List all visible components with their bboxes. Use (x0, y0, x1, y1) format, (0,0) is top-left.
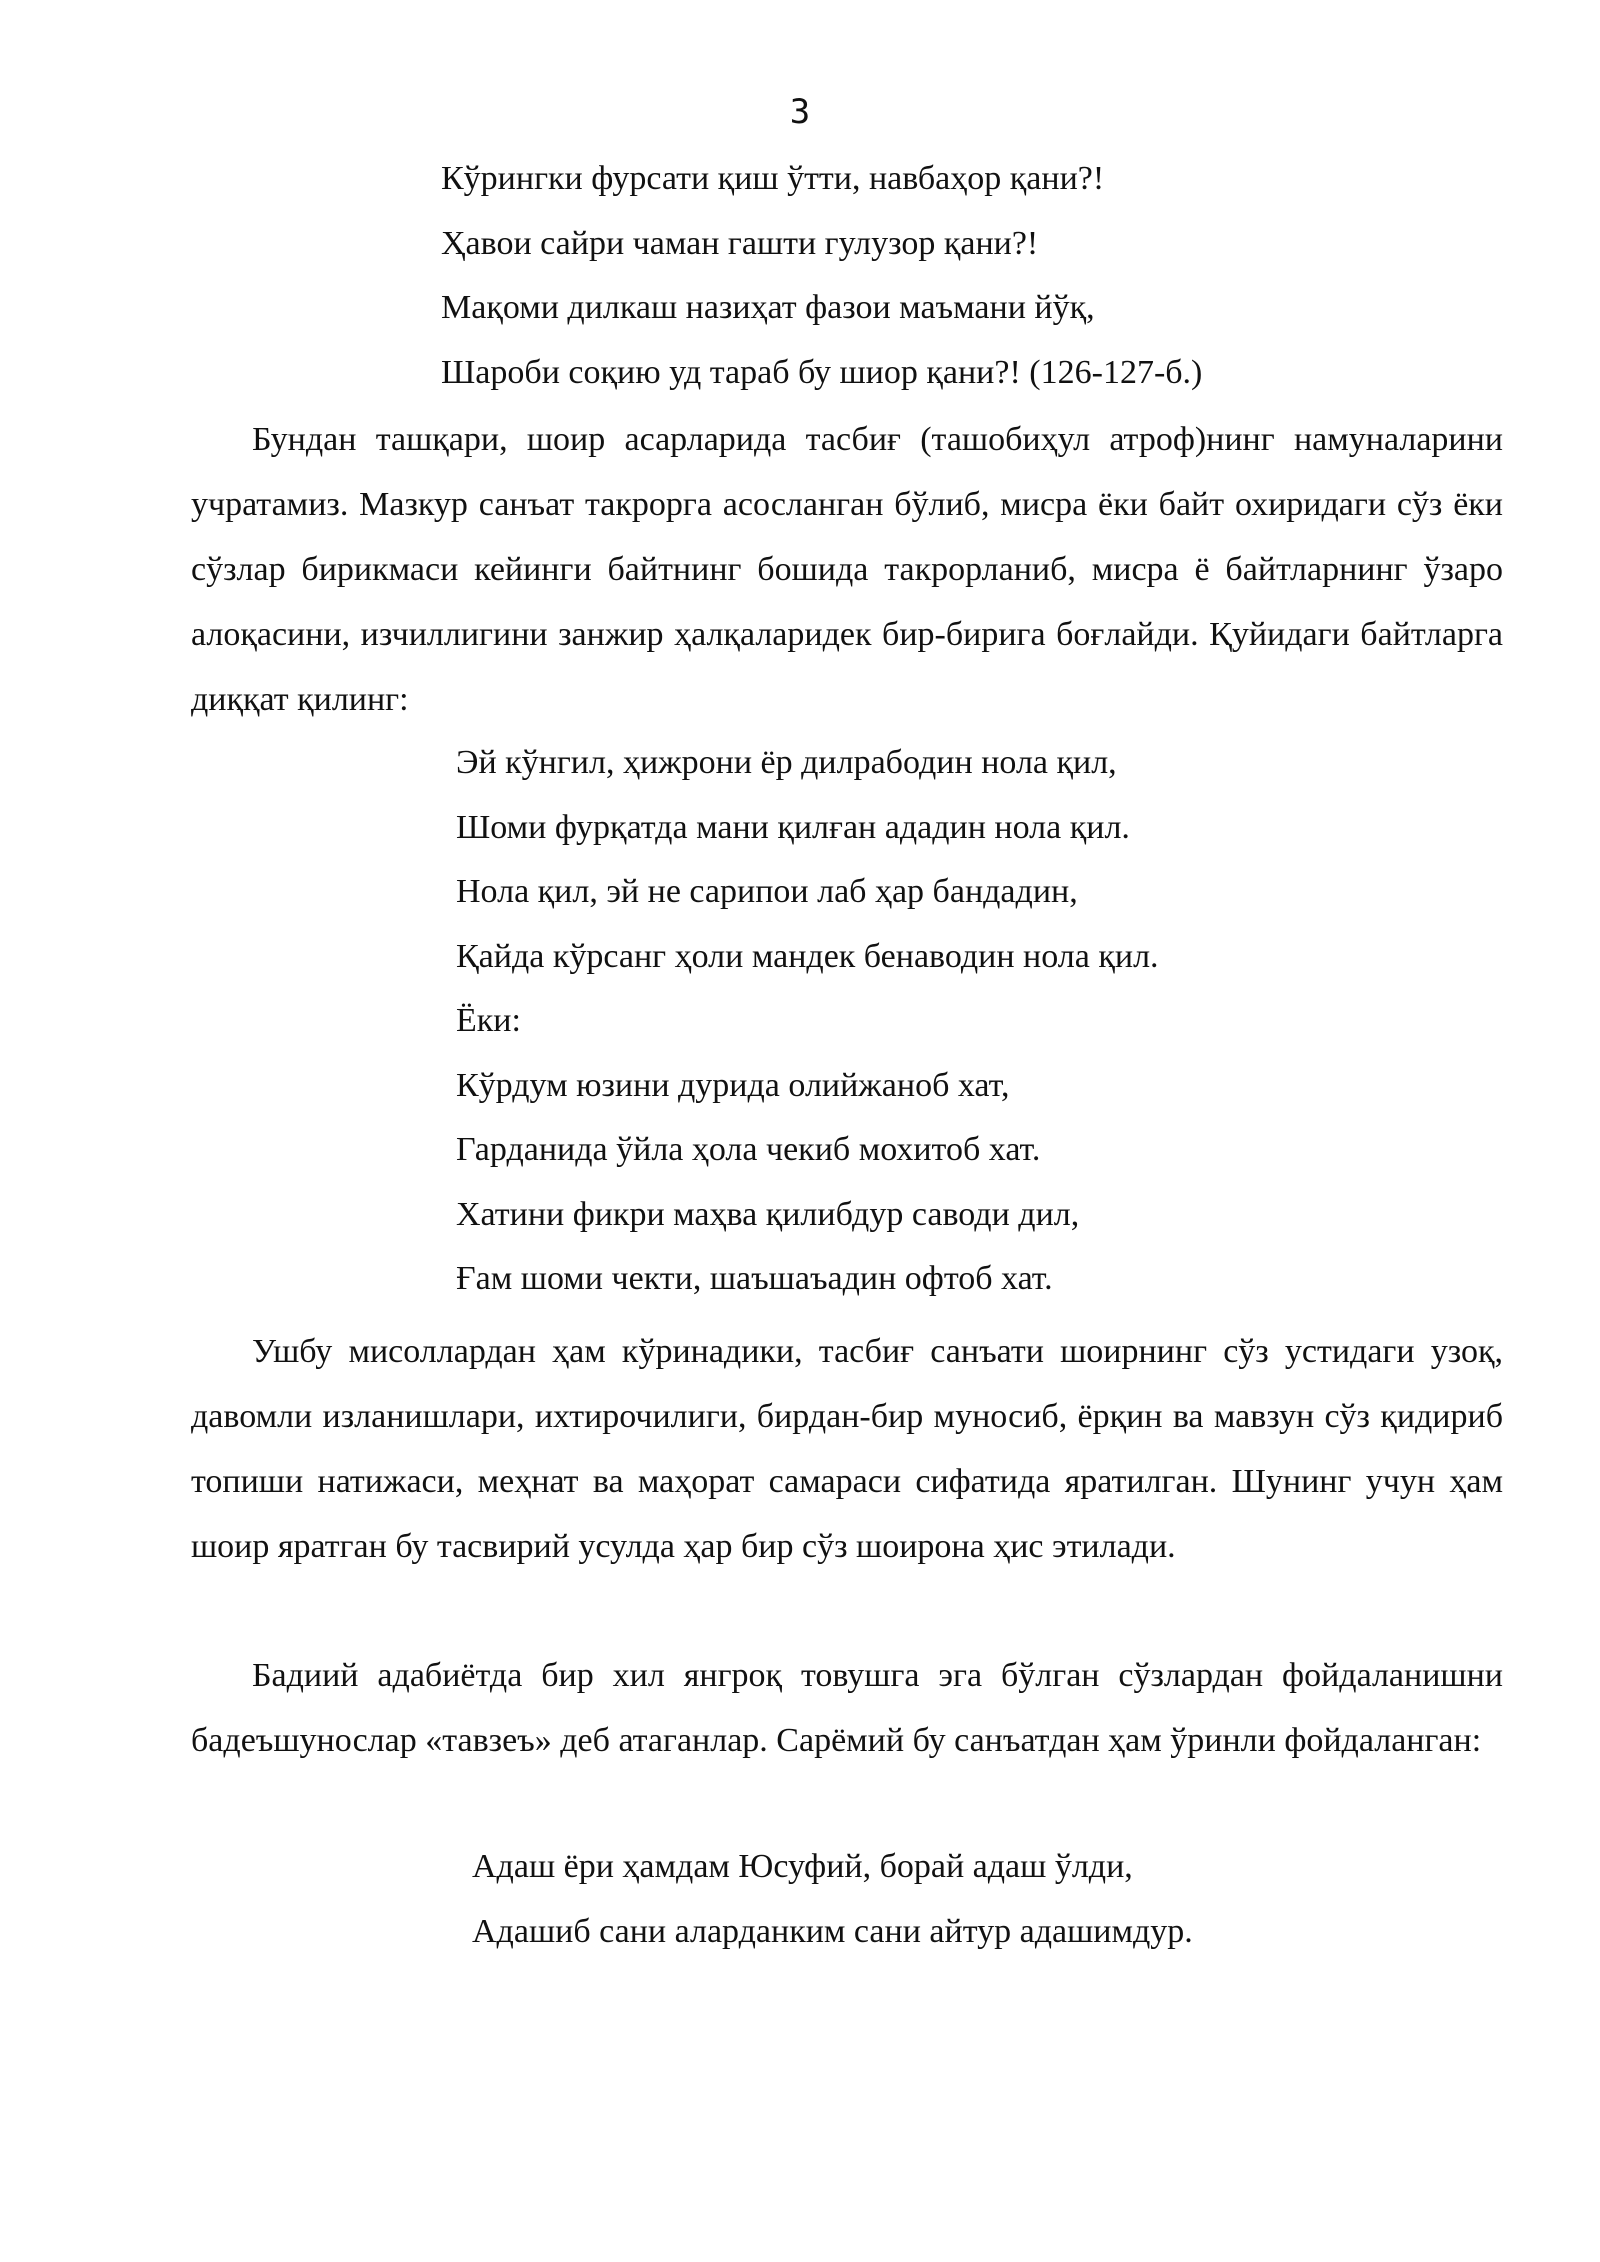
body-paragraph-3: Бадиий адабиётда бир хил янгроқ товушга эга бўлган сўзлардан фойдаланишни бадеъшунослар «тавзеъ» деб атаганлар. Сарёмий бу санъатдан ҳам ўринли фойдаланган: (191, 1657, 1503, 1759)
verse-line: Хатини фикри маҳва қилибдур саводи дил, (456, 1195, 1080, 1233)
verse-line: Шароби соқию уд тараб бу шиор қани?! (126-127-б.) (441, 353, 1203, 391)
verse-line: Ёки: (456, 1002, 521, 1039)
page-number: 3 (789, 92, 811, 132)
verse-line: Кўрдум юзини дурида олийжаноб хат, (456, 1066, 1010, 1104)
verse-line: Гарданида ўйла ҳола чекиб мохитоб хат. (456, 1131, 1041, 1168)
verse-line: Ғам шоми чекти, шаъшаъадин офтоб хат. (456, 1260, 1053, 1297)
verse-line: Ҳавои сайри чаман гашти гулузор қани?! (441, 224, 1039, 262)
verse-line: Мақоми дилкаш назиҳат фазои маъмани йўқ, (441, 289, 1095, 326)
verse-block-3 (472, 1835, 1193, 1964)
verse-line: Кўрингки фурсати қиш ўтти, навбаҳор қани?! (441, 160, 1105, 197)
body-paragraph-2: Ушбу мисоллардан ҳам кўринадики, тасбиғ санъати шоирнинг сўз устидаги узоқ, давомли изланишлари, ихтирочилиги, бирдан-бир муносиб, ёрқин ва мавзун сўз қидириб топиши натижаси, меҳнат ва маҳорат самараси сифатида яратилган. Шунинг учун ҳам шоир яратган бу тасвирий усулда ҳар бир сўз шоирона ҳис этилади. (191, 1333, 1503, 1565)
verse-block-2 (456, 731, 1159, 1312)
verse-line: Эй кўнгил, ҳижрони ёр дилрабодин нола қил, (456, 744, 1117, 781)
verse-line: Адашиб сани аларданким сани айтур адашимдур. (472, 1912, 1193, 1950)
verse-line: Қайда кўрсанг ҳоли мандек бенаводин нола қил. (456, 937, 1159, 975)
verse-line: Шоми фурқатда мани қилған ададин нола қил. (456, 808, 1130, 846)
verse-line: Нола қил, эй не сарипои лаб ҳар бандадин, (456, 873, 1078, 910)
verse-block-1 (441, 147, 1202, 405)
verse-line: Адаш ёри ҳамдам Юсуфий, борай адаш ўлди, (472, 1848, 1133, 1885)
body-paragraph-1: Бундан ташқари, шоир асарларида тасбиғ (ташобиҳул атроф)нинг намуналарини учратамиз. Мазкур санъат такрорга асосланган бўлиб, мисра ёки байт охиридаги сўз ёки сўзлар бирикмаси кейинги байтнинг бошида такрорланиб, мисра ё байтларнинг ўзаро алоқасини, изчиллигини занжир ҳалқаларидек бир-бирига боғлайди. Қуйидаги байтларга диққат қилинг: (191, 421, 1503, 718)
